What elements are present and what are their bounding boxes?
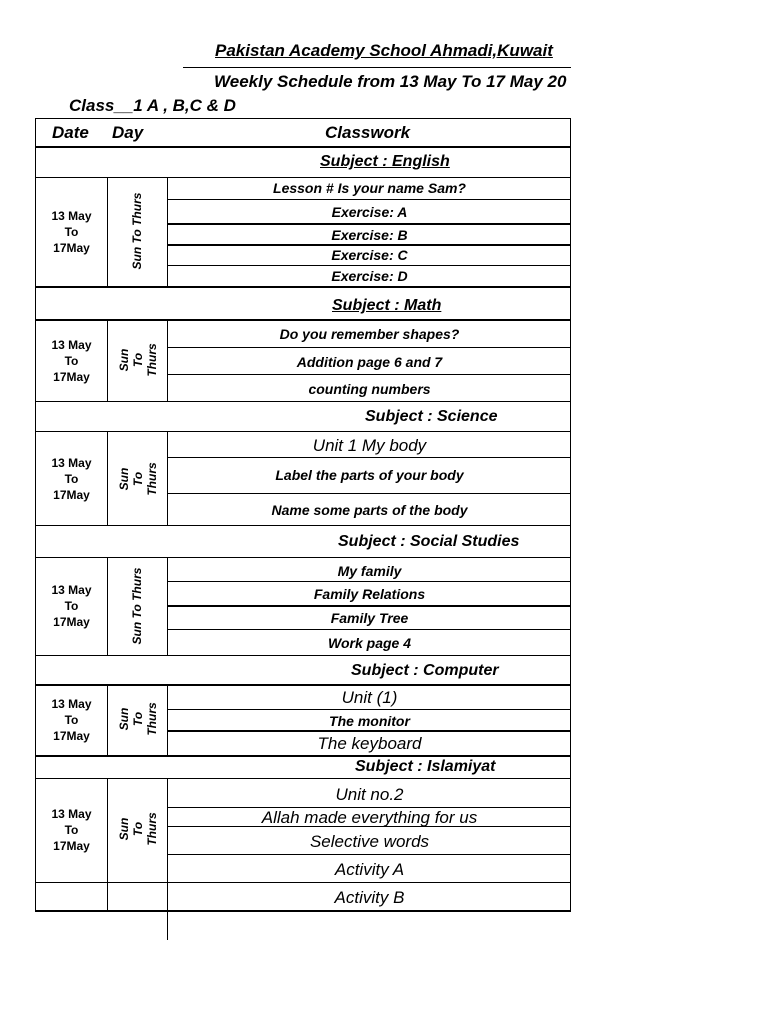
science-item: Name some parts of the body (271, 502, 468, 518)
rule (35, 684, 571, 686)
day-end: Thurs (145, 702, 159, 736)
day-start: Sun (117, 467, 131, 491)
rule (167, 493, 571, 494)
day-to: To (131, 352, 145, 368)
rule (107, 557, 108, 656)
islamiyat-item: Allah made everything for us (261, 808, 478, 827)
math-item: Addition page 6 and 7 (296, 354, 443, 370)
day-to: To (131, 821, 145, 837)
rule (167, 244, 571, 246)
rule (35, 286, 571, 288)
date-end: 17May (53, 729, 90, 743)
rule (167, 199, 571, 200)
date-start: 13 May (51, 456, 92, 470)
date-to: To (64, 472, 79, 486)
rule (167, 347, 571, 348)
date-to: To (64, 354, 79, 368)
day-end: Thurs (145, 812, 159, 846)
rule (35, 557, 571, 558)
class-line: Class__1 A , B,C & D (69, 96, 236, 115)
science-item: Unit 1 My body (312, 436, 427, 455)
date-end: 17May (53, 615, 90, 629)
date-end: 17May (53, 488, 90, 502)
rule (167, 629, 571, 630)
islamiyat-item: Activity A (334, 860, 405, 879)
social-item: Family Relations (313, 586, 426, 602)
science-day (117, 462, 159, 495)
day-start: Sun (117, 817, 131, 841)
rule (35, 778, 571, 779)
computer-item: The keyboard (317, 734, 422, 753)
day-end: Thurs (145, 462, 159, 496)
rule (35, 910, 571, 912)
subject-science-title: Subject : Science (365, 408, 498, 425)
social-day: Sun To Thurs (130, 567, 144, 645)
day-start: Sun (117, 348, 131, 372)
subject-math-title: Subject : Math (332, 297, 442, 314)
day-to: To (131, 711, 145, 727)
math-date (36, 337, 107, 385)
rule (35, 319, 571, 321)
date-end: 17May (53, 370, 90, 384)
schedule-title (183, 67, 571, 93)
science-item: Label the parts of your body (275, 467, 464, 483)
date-end: 17May (53, 241, 90, 255)
science-date (36, 455, 107, 503)
rule (107, 684, 108, 756)
date-to: To (64, 713, 79, 727)
day-to: To (131, 471, 145, 487)
math-day (117, 343, 159, 376)
rule (35, 525, 571, 526)
date-start: 13 May (51, 807, 92, 821)
date-start: 13 May (51, 697, 92, 711)
date-to: To (64, 599, 79, 613)
rule (167, 730, 571, 732)
english-item: Exercise: B (331, 227, 408, 243)
header-date: Date (52, 123, 89, 142)
date-to: To (64, 823, 79, 837)
date-to: To (64, 225, 79, 239)
social-item: Family Tree (330, 610, 409, 626)
english-item: Lesson # Is your name Sam? (273, 180, 466, 196)
computer-item: The monitor (329, 713, 410, 729)
islamiyat-item: Unit no.2 (335, 785, 404, 804)
english-item: Exercise: D (331, 268, 408, 284)
header-day: Day (112, 123, 144, 142)
computer-item: Unit (1) (341, 688, 398, 707)
social-date (36, 582, 107, 630)
subject-english-title: Subject : English (320, 153, 450, 170)
rule (107, 319, 108, 402)
rule (35, 146, 571, 148)
english-item: Exercise: C (331, 247, 408, 263)
date-start: 13 May (51, 583, 92, 597)
islamiyat-item: Activity B (334, 888, 405, 907)
rule (167, 265, 571, 266)
date-end: 17May (53, 839, 90, 853)
social-item: My family (337, 563, 402, 579)
day-end: Thurs (145, 343, 159, 377)
header-classwork: Classwork (325, 123, 411, 142)
schedule-title-text: Weekly Schedule from 13 May To 17 May 20 (214, 72, 567, 91)
subject-social-title: Subject : Social Studies (338, 533, 520, 550)
day-start: Sun (117, 707, 131, 731)
date-start: 13 May (51, 209, 92, 223)
rule (107, 177, 108, 287)
rule (167, 581, 571, 582)
computer-date (36, 696, 107, 744)
rule (167, 709, 571, 710)
rule (107, 778, 108, 911)
subject-computer-title: Subject : Computer (351, 662, 499, 679)
islamiyat-date (36, 806, 107, 854)
rule (167, 374, 571, 375)
rule (167, 223, 571, 225)
math-item: counting numbers (308, 381, 431, 397)
islamiyat-day (117, 812, 159, 845)
english-item: Exercise: A (331, 204, 408, 220)
rule (107, 431, 108, 526)
rule (35, 118, 571, 119)
computer-day (117, 702, 159, 735)
rule (167, 854, 571, 855)
math-item: Do you remember shapes? (279, 326, 460, 342)
rule (167, 605, 571, 607)
rule (35, 401, 571, 402)
english-day: Sun To Thurs (130, 192, 144, 270)
subject-islamiyat-title: Subject : Islamiyat (355, 758, 496, 775)
english-date (36, 208, 107, 256)
school-title: Pakistan Academy School Ahmadi,Kuwait (215, 41, 553, 60)
rule (35, 655, 571, 656)
rule (35, 431, 571, 432)
rule (167, 457, 571, 458)
rule (35, 755, 571, 757)
islamiyat-item: Selective words (309, 832, 430, 851)
date-start: 13 May (51, 338, 92, 352)
social-item: Work page 4 (328, 635, 411, 651)
rule (35, 177, 571, 178)
rule (35, 882, 571, 883)
